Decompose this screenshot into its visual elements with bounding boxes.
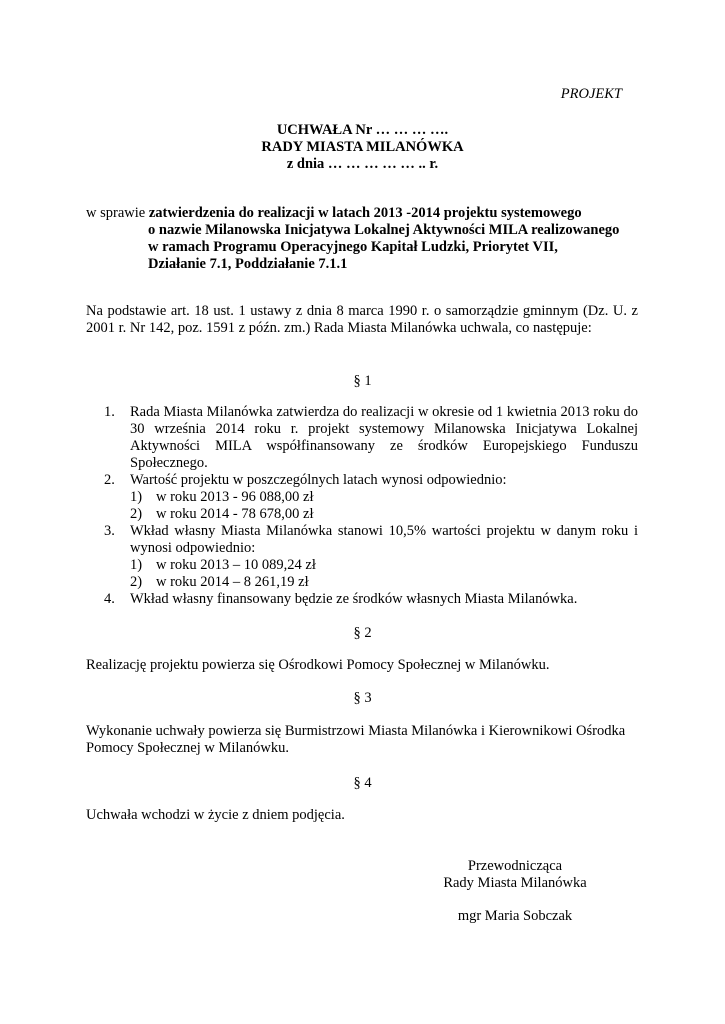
sub-list-item xyxy=(104,574,638,591)
section-2-sign: § 2 xyxy=(353,625,372,641)
list-item-text: Wkład własny finansowany będzie ze środków własnych Miasta Milanówka. xyxy=(130,591,578,607)
section-1-sign: § 1 xyxy=(353,373,372,389)
sub-list-item xyxy=(104,506,638,523)
sub-item-text: w roku 2013 - 96 088,00 zł xyxy=(156,489,314,505)
sub-item-text: w roku 2013 – 10 089,24 zł xyxy=(156,557,316,573)
subject-line-2: o nazwie Milanowska Inicjatywa Lokalnej Aktywności MILA realizowanego xyxy=(148,222,620,238)
sub-list-item xyxy=(104,557,638,574)
signatory-role: Przewodnicząca xyxy=(467,858,563,874)
list-item xyxy=(104,591,638,608)
subject-line-1: zatwierdzenia do realizacji w latach 2013 -2014 projektu systemowego xyxy=(148,205,582,221)
signatory-body: Rady Miasta Milanówka xyxy=(443,875,587,891)
sub-item-number: 2) xyxy=(130,574,143,590)
section-1-list xyxy=(104,404,638,608)
list-item-number: 1. xyxy=(104,404,115,420)
section-2-text: Realizację projektu powierza się Ośrodkowi Pomocy Społecznej w Milanówku. xyxy=(86,657,550,673)
list-item xyxy=(104,472,638,489)
sub-item-number: 1) xyxy=(130,489,143,505)
resolution-number: UCHWAŁA Nr … … … …. xyxy=(276,122,449,138)
sub-item-number: 2) xyxy=(130,506,143,522)
list-item-number: 4. xyxy=(104,591,115,607)
document-status: PROJEKT xyxy=(560,86,622,102)
subject-line-4: Działanie 7.1, Poddziałanie 7.1.1 xyxy=(148,256,348,272)
subject-line-3: w ramach Programu Operacyjnego Kapitał Ludzki, Priorytet VII, xyxy=(148,239,558,255)
list-item xyxy=(104,523,638,557)
list-item-number: 3. xyxy=(104,523,115,539)
section-3-sign: § 3 xyxy=(353,690,372,706)
list-item-text: Rada Miasta Milanówka zatwierdza do realizacji w okresie od 1 kwietnia 2013 roku do 30 września 2014 roku r. projekt systemowy Milanowska Inicjatywa Lokalnej Aktywności MILA współfinansowany ze środków Europejskiego Funduszu Społecznego. xyxy=(130,404,638,471)
section-3-text: Wykonanie uchwały powierza się Burmistrzowi Miasta Milanówka i Kierownikowi Ośrodka Pomocy Społecznej w Milanówku. xyxy=(86,723,626,756)
resolution-subject xyxy=(86,205,646,273)
legal-basis: Na podstawie art. 18 ust. 1 ustawy z dnia 8 marca 1990 r. o samorządzie gminnym (Dz. U. z 2001 r. Nr 142, poz. 1591 z późn. zm.) Rada Miasta Milanówka uchwala, co następuje: xyxy=(86,303,638,336)
list-item-text: Wartość projektu w poszczególnych latach wynosi odpowiednio: xyxy=(130,472,507,488)
list-item-number: 2. xyxy=(104,472,115,488)
subject-lead: w sprawie xyxy=(86,205,149,221)
resolution-date: z dnia … … … … … .. r. xyxy=(286,156,439,172)
section-4-sign: § 4 xyxy=(353,775,372,791)
sub-item-text: w roku 2014 - 78 678,00 zł xyxy=(156,506,314,522)
sub-list-item xyxy=(104,489,638,506)
list-item xyxy=(104,404,638,472)
sub-item-number: 1) xyxy=(130,557,143,573)
section-4-text: Uchwała wchodzi w życie z dniem podjęcia. xyxy=(86,807,345,823)
sub-item-text: w roku 2014 – 8 261,19 zł xyxy=(156,574,309,590)
council-name: RADY MIASTA MILANÓWKA xyxy=(261,139,464,155)
signatory-name: mgr Maria Sobczak xyxy=(457,908,573,924)
list-item-text: Wkład własny Miasta Milanówka stanowi 10,5% wartości projektu w danym roku i wynosi odpowiednio: xyxy=(130,523,638,556)
